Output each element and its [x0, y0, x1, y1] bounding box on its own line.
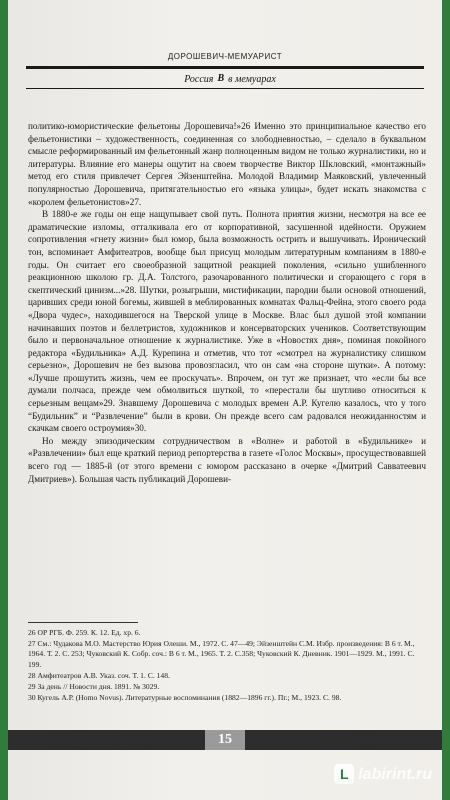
series-title: [160, 70, 300, 88]
series-title-part1: Россия: [184, 73, 214, 85]
paragraph-3: Но между эпизодическим сотрудничеством в «Волне» и работой в «Будильнике» и «Развлечении» был еще краткий период репортерства в газете «Голос Москвы», просуществовавшей всего год — 1885-й (от этого времени с юмором рассказано в очерке «Дмитрий Савватеевич Дмитриев»). Большая часть публикаций Дорошеви-: [28, 435, 426, 484]
footnote-27: 27 См.: Чудакова М.О. Мастерство Юрия Олеши. М., 1972. С. 47—49; Эйзенштейн С.М. Избр. произведения: В 6 т. М., 1964. Т. 2. С. 253; Чуковский К. Собр. соч.: В 6 т. М., 1965. Т. 2. С.358; Чуковский К. Дневник. 1901—1929. М., 1991. С. 199.: [28, 639, 415, 669]
background-left-edge: [0, 0, 8, 800]
footnote-30: 30 Кугель А.Р. (Homo Novus). Литературные воспоминания (1882—1896 гг.). Пг.; М., 1923. С. 98.: [28, 693, 342, 703]
footnote-29: 29 За день // Новости дня. 1891. № 3029.: [28, 682, 160, 692]
page-number: 15: [205, 730, 245, 750]
main-text: [28, 120, 426, 485]
header-rule: [26, 66, 424, 69]
background-right-edge: [442, 0, 450, 800]
footnote-28: 28 Амфитеатров А.В. Указ. соч. Т. 1. С. 148.: [28, 670, 170, 680]
header-subrule: [26, 88, 424, 89]
paragraph-2: В 1880-е же годы он еще нащупывает свой путь. Полнота приятия жизни, несмотря на все ее драматические изломы, отталкивала его от корпоративной, засушенной идейности. Оружием сопротивления «гнету жизни» был юмор, была возможность острить и вышучивать. Иронический тон, вспоминает Амфитеатров, вообще был присущ молодым литературным компаниям в 1880-е годы. Он считает его своеобразной защитной реакцией поколения, «сильно ушибленного реакционною школою гр. Д.А. Толстого, разочарованного политически и сгорающего с горя в скептический цинизм...»28. Шутки, розыгрыши, мистификации, пародии были основой отношений, царивших среди юной богемы, жившей в меблированных комнатах Фальц-Фейна, этого своего рода «Двора чудес», находившегося на Тверской улице в Москве. Влас был душой этой компании начинавших поэтов и беллетристов, художников и консерваторских учеников. Соответствующим было и первоначальное отношение к журналистике. Уже в «Новостях дня», поминая покойного редактора «Будильника» А.Д. Курепина и отметив, что тот «смотрел на журналистику слишком серьезно», Дорошевич не без вызова провозгласил, что он сам «на стороне шутки». А потому: «Лучше прошутить жизнь, чем ее проскучать». Впрочем, он тут же признает, что «если бы все думали полчаса, прежде чем обмолвиться шуткой, то «перестали бы шутливо относиться к серьезным вещам»29. Знавшему Дорошевича с молодых времен А.Р. Кугелю казалось, что у того “Будильник” и “Развлечение” были в крови. Он прежде всего сам радовался неожиданностям и скачкам своего остроумия»30.: [28, 209, 426, 434]
series-title-part2: в мемуарах: [228, 73, 276, 85]
series-logo: В: [217, 73, 225, 84]
watermark-text: labirint.ru: [358, 766, 432, 783]
watermark: [334, 764, 432, 784]
running-title: ДОРОШЕВИЧ-МЕМУАРИСТ: [167, 52, 283, 61]
footnotes: [28, 628, 426, 704]
watermark-logo-icon: L: [334, 764, 354, 784]
paragraph-1: политико-юмористические фельетоны Дорошевича!»26 Именно это принципиальное качество его фельетонистики – художественность, соединенная со злободневностью, – сделало в буквальном смысле реформированный им фельетонный жанр полноценным видом не только журналистики, но и литературы. Влияние его манеры ощутит на своем творчестве Виктор Шкловский, «монтажный» метод его стиля привлечет Сергея Эйзенштейна. Молодой Владимир Маяковский, увлеченный популярностью Дорошевича, притягательностью его «языка улицы», будет искать знакомства с «королем фельетонистов»27.: [28, 121, 426, 207]
footnote-26: 26 ОР РГБ. Ф. 259. К. 12. Ед. хр. 6.: [28, 628, 141, 637]
footnote-rule: [28, 622, 138, 623]
